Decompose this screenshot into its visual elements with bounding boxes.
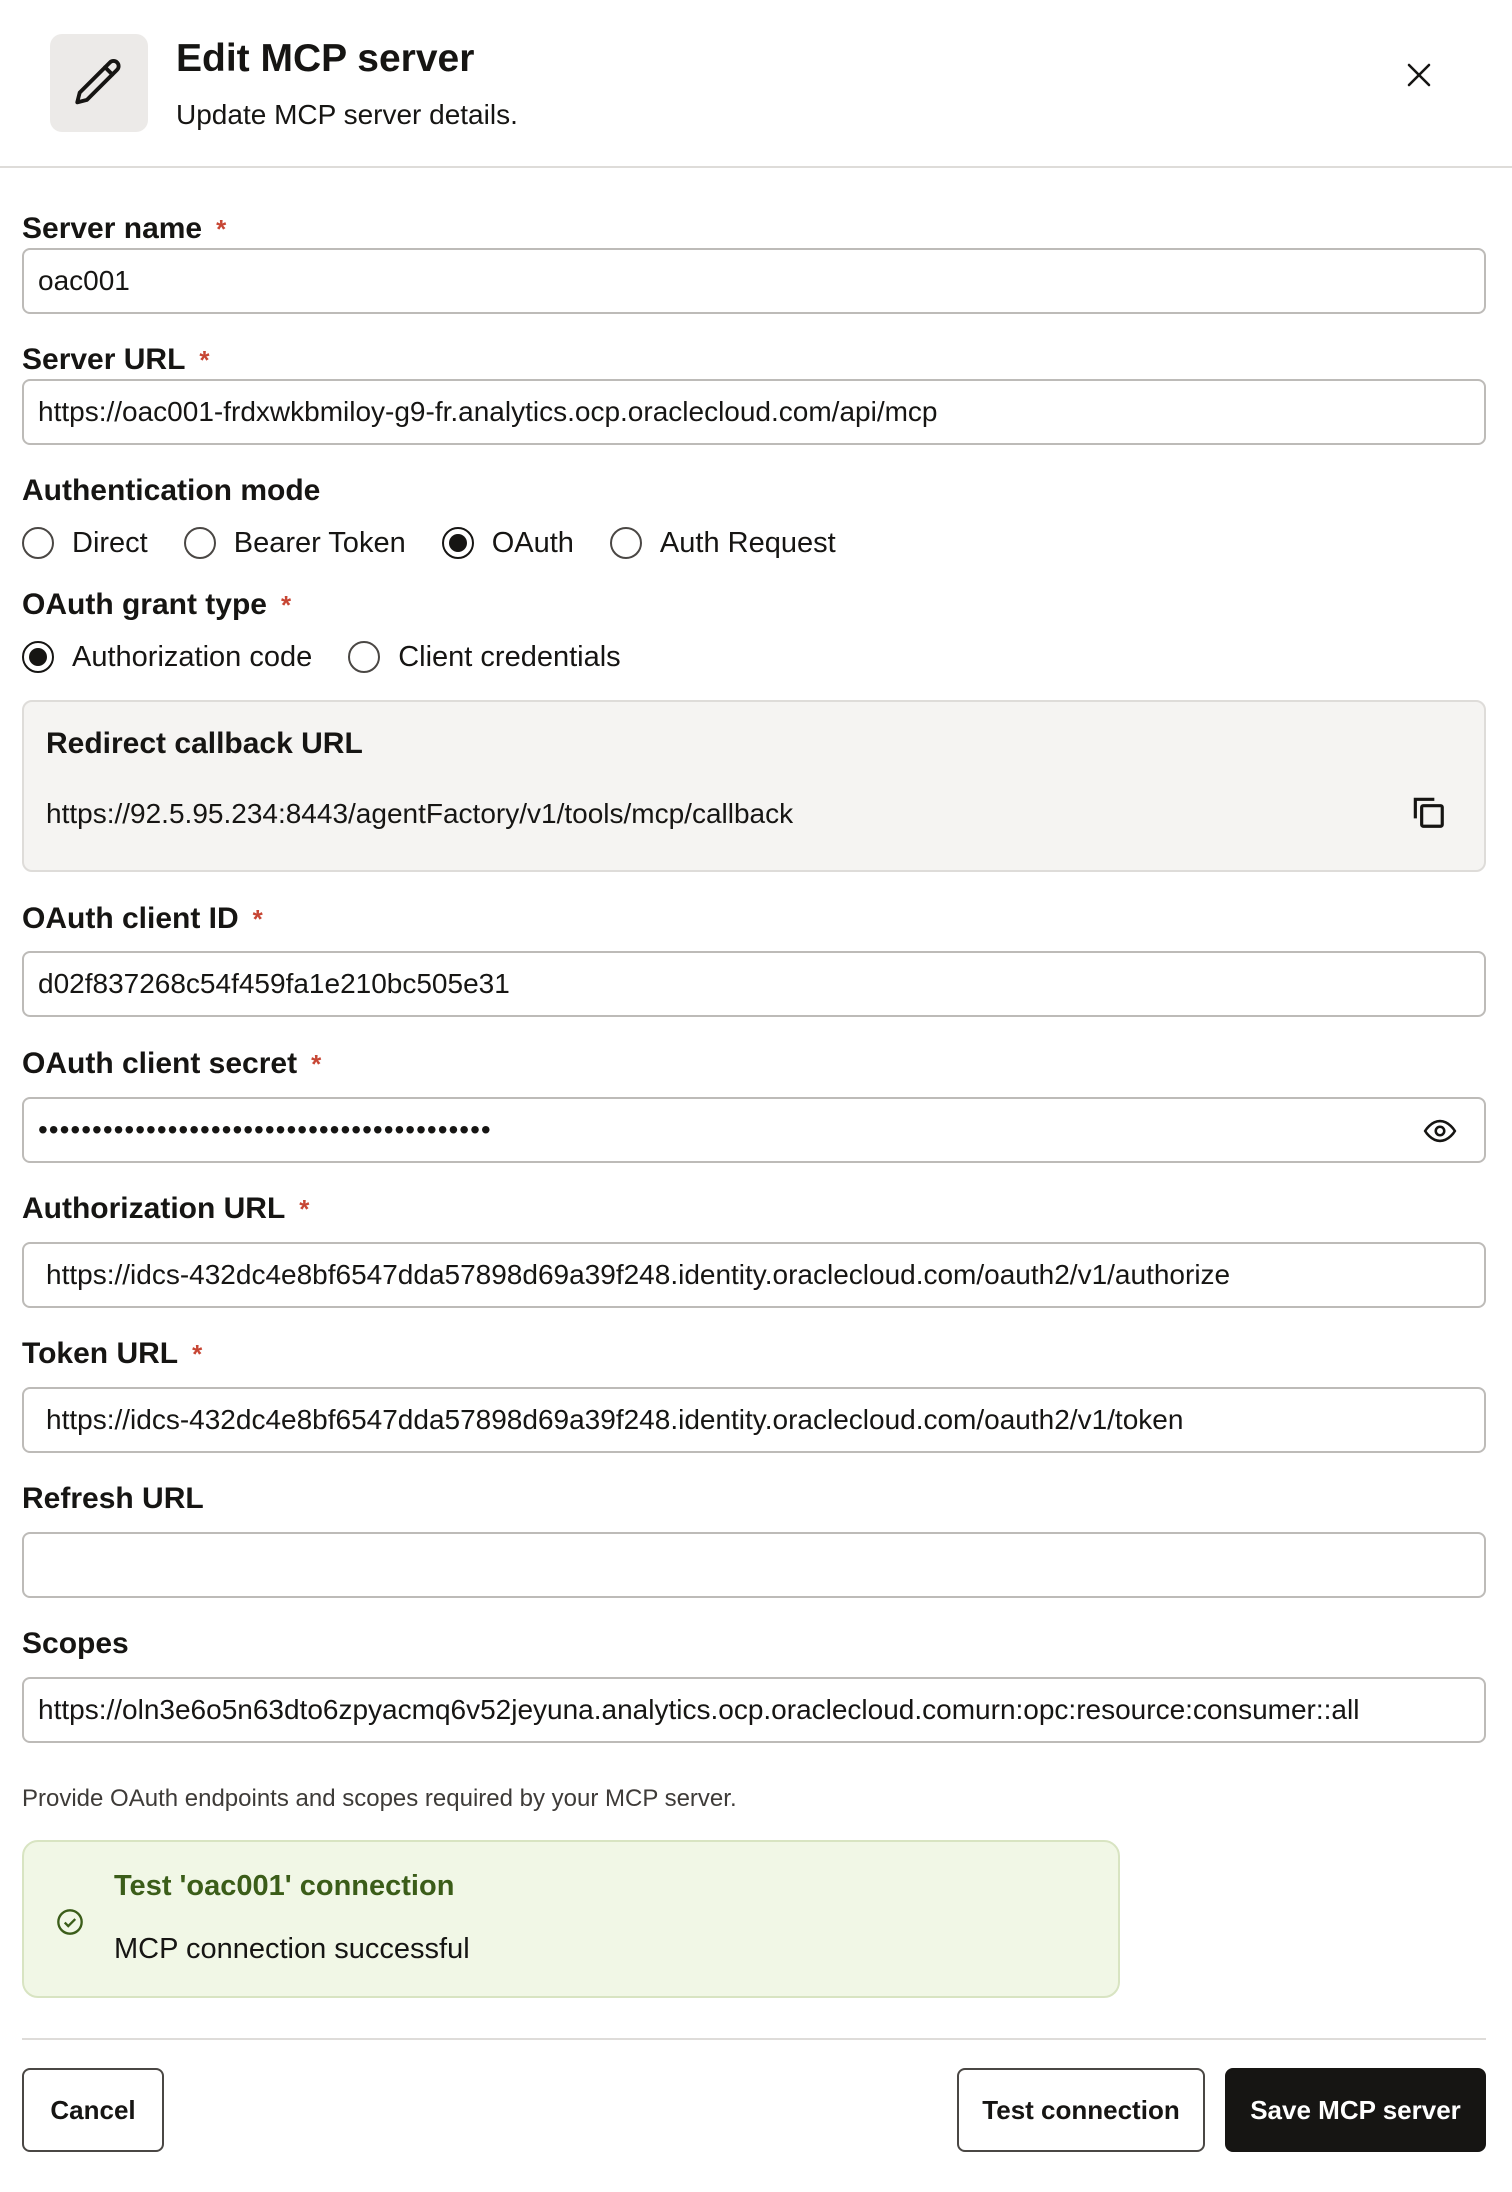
refresh-url-label: Refresh URL [22, 1482, 204, 1515]
connection-status-panel [22, 1840, 1120, 1998]
client-id-label [22, 899, 263, 939]
close-button[interactable] [1396, 52, 1442, 98]
status-message: MCP connection successful [114, 1933, 470, 1965]
client-id-input[interactable] [22, 951, 1486, 1017]
cancel-button[interactable]: Cancel [22, 2068, 164, 2152]
scopes-input[interactable] [22, 1677, 1486, 1743]
callback-title: Redirect callback URL [46, 727, 363, 760]
radio-button[interactable] [22, 527, 54, 559]
token-url-label [22, 1334, 202, 1374]
client-secret-label-text: OAuth client secret [22, 1047, 298, 1080]
radio-label: Client credentials [398, 641, 621, 673]
radio-button[interactable] [610, 527, 642, 559]
copy-icon [1409, 793, 1447, 831]
client-id-value: d02f837268c54f459fa1e210bc505e31 [38, 968, 510, 999]
required-marker: * [299, 1194, 310, 1224]
radio-label: Bearer Token [233, 527, 406, 559]
radio-button-selected[interactable] [22, 641, 54, 673]
radio-dot [449, 534, 467, 552]
server-url-label [22, 340, 210, 380]
authorization-url-value: https://idcs-432dc4e8bf6547dda57898d69a39f248.identity.oraclecloud.com/oauth2/v1/authorize [46, 1259, 1231, 1290]
helper-text: Provide OAuth endpoints and scopes required by your MCP server. [22, 1785, 737, 1812]
callback-url: https://92.5.95.234:8443/agentFactory/v1/tools/mcp/callback [46, 798, 794, 829]
authorization-url-label-text: Authorization URL [22, 1192, 286, 1225]
authorization-url-input[interactable] [22, 1242, 1486, 1308]
authorization-url-label [22, 1189, 309, 1229]
client-id-label-text: OAuth client ID [22, 902, 239, 935]
test-connection-button[interactable]: Test connection [957, 2068, 1205, 2152]
grant-type-label-text: OAuth grant type [22, 588, 267, 621]
show-password-button[interactable] [1418, 1109, 1462, 1153]
check-circle-icon [56, 1908, 84, 1936]
radio-authorization-code[interactable] [22, 637, 312, 677]
radio-label: OAuth [491, 527, 574, 559]
required-marker: * [252, 904, 263, 934]
radio-button[interactable] [348, 641, 380, 673]
radio-bearer-token[interactable] [184, 523, 406, 563]
scopes-value: https://oln3e6o5n63dto6zpyacmq6v52jeyuna.analytics.ocp.oraclecloud.comurn:opc:resource:consumer::all [38, 1694, 1360, 1725]
footer-divider [22, 2038, 1486, 2040]
radio-auth-request[interactable] [610, 523, 836, 563]
grant-type-label [22, 585, 291, 625]
client-secret-input[interactable] [22, 1097, 1486, 1163]
server-url-value: https://oac001-frdxwkbmiloy-g9-fr.analytics.ocp.oraclecloud.com/api/mcp [38, 396, 938, 427]
server-name-input[interactable] [22, 248, 1486, 314]
pencil-icon [70, 54, 128, 112]
header-icon-box [50, 34, 148, 132]
server-name-label-text: Server name [22, 212, 203, 245]
required-marker: * [192, 1339, 203, 1369]
server-name-label [22, 209, 226, 249]
dialog-subtitle: Update MCP server details. [176, 99, 518, 130]
refresh-url-input[interactable] [22, 1532, 1486, 1598]
grant-type-radio-group [22, 637, 655, 677]
eye-icon [1423, 1114, 1457, 1148]
client-secret-masked-value: •••••••••••••••••••••••••••••••••••••••••• [38, 1114, 492, 1145]
dialog-title: Edit MCP server [176, 37, 475, 80]
redirect-callback-panel [22, 700, 1486, 872]
token-url-input[interactable] [22, 1387, 1486, 1453]
radio-oauth[interactable] [442, 523, 574, 563]
radio-client-credentials[interactable] [348, 637, 620, 677]
copy-button[interactable] [1404, 788, 1452, 836]
auth-mode-label: Authentication mode [22, 474, 321, 507]
dialog-header [0, 0, 1512, 168]
save-mcp-server-button[interactable]: Save MCP server [1225, 2068, 1486, 2152]
status-title: Test 'oac001' connection [114, 1870, 455, 1902]
radio-button[interactable] [184, 527, 216, 559]
radio-label: Direct [72, 527, 148, 559]
radio-direct[interactable] [22, 523, 148, 563]
server-url-input[interactable] [22, 379, 1486, 445]
required-marker: * [199, 345, 210, 375]
required-marker: * [311, 1049, 322, 1079]
token-url-value: https://idcs-432dc4e8bf6547dda57898d69a39f248.identity.oraclecloud.com/oauth2/v1/token [46, 1404, 1184, 1435]
client-secret-label [22, 1044, 321, 1084]
server-url-label-text: Server URL [22, 343, 186, 376]
required-marker: * [281, 590, 292, 620]
radio-label: Authorization code [72, 641, 313, 673]
token-url-label-text: Token URL [22, 1337, 179, 1370]
scopes-label: Scopes [22, 1627, 129, 1660]
radio-button-selected[interactable] [442, 527, 474, 559]
auth-mode-radio-group [22, 523, 870, 563]
radio-dot [29, 648, 47, 666]
radio-label: Auth Request [659, 527, 836, 559]
server-name-value: oac001 [38, 265, 130, 296]
close-icon [1406, 62, 1432, 88]
required-marker: * [216, 214, 227, 244]
